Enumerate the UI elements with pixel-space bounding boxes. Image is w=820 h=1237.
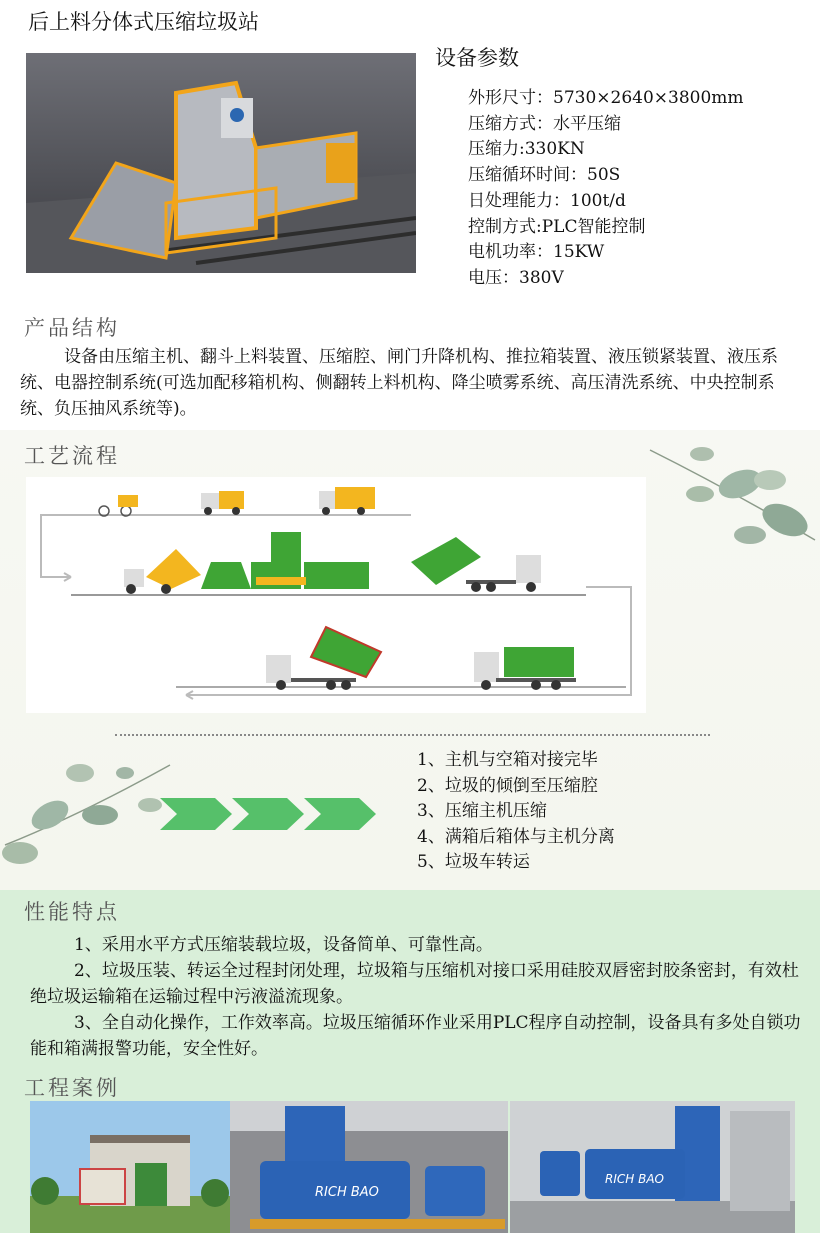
params-list (468, 86, 744, 292)
machine-image (26, 53, 416, 273)
param-item: 控制方式:PLC智能控制 (468, 216, 646, 237)
step-item: 3、压缩主机压缩 (417, 801, 547, 821)
chevron-arrows-icon (160, 798, 380, 830)
param-item: 日处理能力：100t/d (468, 190, 626, 211)
performance-item-2: 2、垃圾压装、转运全过程封闭处理，垃圾箱与压缩机对接口采用硅胶双唇密封胶条密封，有效杜绝垃圾运输箱在运输过程中污液溢流现象。 (30, 961, 799, 1007)
case-brand-text: RICH BAO (315, 1185, 379, 1200)
leaf-decoration-icon (0, 745, 180, 875)
param-item: 压缩方式：水平压缩 (468, 113, 621, 134)
case-photos (30, 1101, 795, 1233)
process-diagram (26, 477, 646, 713)
page-title: 后上料分体式压缩垃圾站 (28, 10, 259, 34)
structure-text: 设备由压缩主机、翻斗上料装置、压缩腔、闸门升降机构、推拉箱装置、液压锁紧装置、液压系统、电器控制系统(可选加配移箱机构、侧翻转上料机构、降尘喷雾系统、高压清洗系统、中央控制系统、负压抽风系统等)。 (20, 347, 778, 419)
performance-heading: 性能特点 (24, 900, 120, 924)
param-item: 压缩循环时间：50S (468, 165, 621, 186)
step-item: 5、垃圾车转运 (417, 852, 530, 872)
step-item: 2、垃圾的倾倒至压缩腔 (417, 775, 598, 796)
step-item: 4、满箱后箱体与主机分离 (417, 826, 615, 847)
step-item: 1、主机与空箱对接完毕 (417, 750, 598, 770)
cases-heading: 工程案例 (24, 1076, 120, 1100)
param-item: 电机功率：15KW (468, 242, 605, 263)
structure-heading: 产品结构 (24, 316, 120, 340)
process-heading: 工艺流程 (24, 444, 120, 468)
param-item: 电压：380V (468, 267, 564, 288)
divider (115, 734, 710, 736)
performance-item-1: 1、采用水平方式压缩装载垃圾，设备简单、可靠性高。 (74, 935, 493, 955)
case-brand-text: RICH BAO (605, 1172, 664, 1186)
performance-item-3: 3、全自动化操作，工作效率高。垃圾压缩循环作业采用PLC程序自动控制，设备具有多处自锁功能和箱满报警功能，安全性好。 (30, 1013, 801, 1059)
param-item: 压缩力:330KN (468, 139, 585, 160)
param-item: 外形尺寸：5730×2640×3800mm (468, 88, 744, 108)
params-title: 设备参数 (435, 46, 519, 70)
leaf-decoration-icon (640, 440, 820, 560)
process-steps (417, 748, 615, 876)
